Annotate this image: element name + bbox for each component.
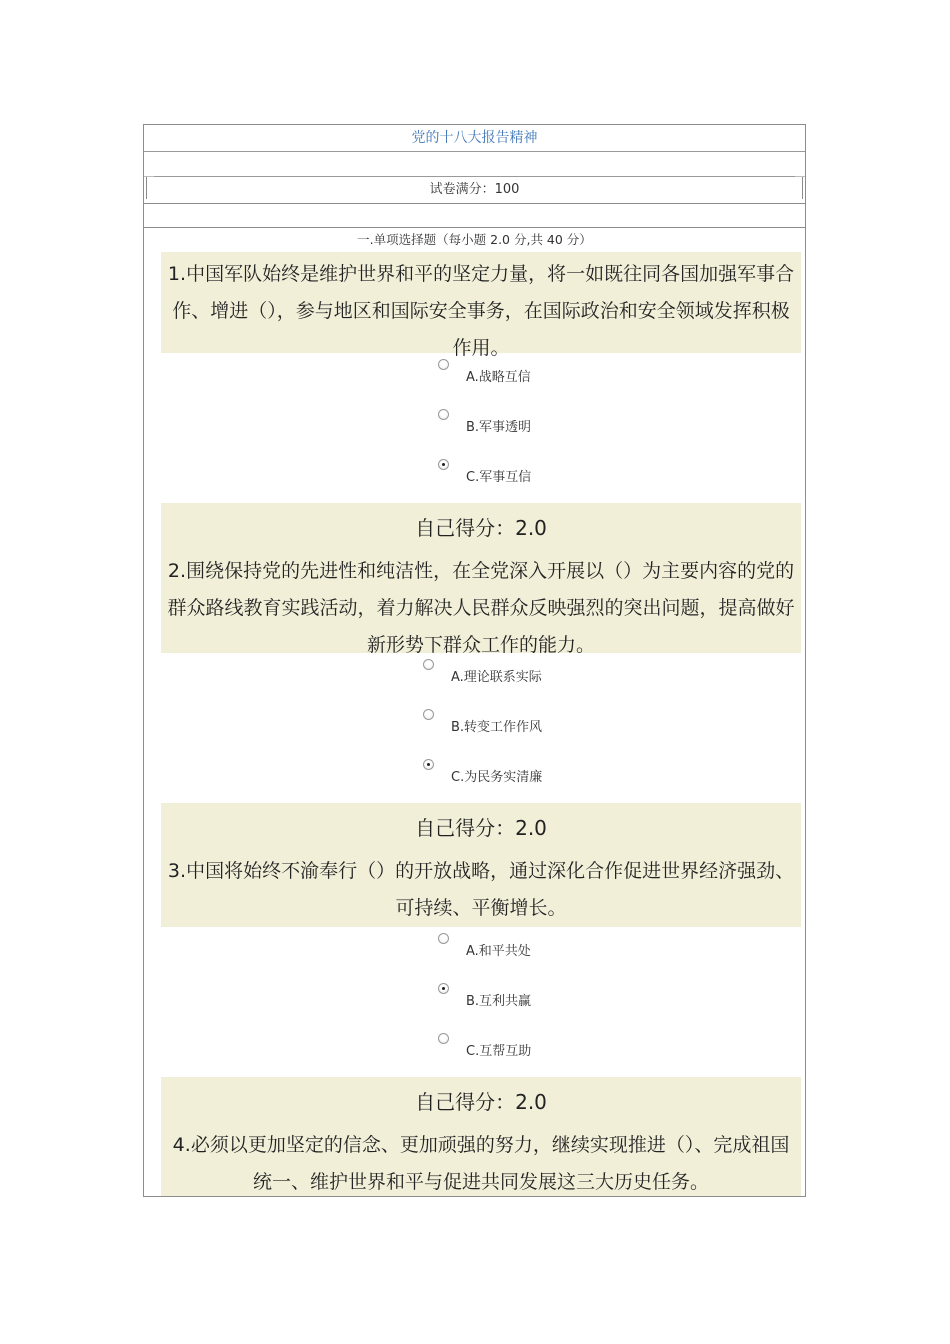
question-3	[161, 853, 801, 927]
option-label: C.互帮互助	[466, 1044, 532, 1059]
radio-button[interactable]	[438, 1033, 449, 1044]
radio-button[interactable]	[438, 359, 449, 370]
blank-row	[144, 152, 805, 177]
option-item[interactable]	[144, 703, 805, 753]
option-label: C.军事互信	[466, 470, 532, 485]
question-2	[161, 553, 801, 656]
score-line: 自己得分：2.0	[161, 503, 801, 553]
divider	[154, 176, 795, 177]
option-item[interactable]	[144, 353, 805, 403]
radio-button[interactable]	[438, 933, 449, 944]
question-text: 中国将始终不渝奉行（）的开放战略，通过深化合作促进世界经济强劲、可持续、平衡增长。	[186, 860, 795, 919]
section-heading: 一.单项选择题（每小题 2.0 分,共 40 分）	[357, 232, 592, 247]
question-text: 中国军队始终是维护世界和平的坚定力量，将一如既往同各国加强军事合作、增进（），参与地区和国际安全事务，在国际政治和安全领域发挥积极作用。	[172, 263, 795, 359]
option-item[interactable]	[144, 1027, 805, 1077]
option-item[interactable]	[144, 977, 805, 1027]
radio-button-selected[interactable]	[438, 983, 449, 994]
option-label: A.理论联系实际	[451, 670, 542, 685]
option-item[interactable]	[144, 753, 805, 803]
options-2	[144, 653, 805, 803]
question-number: 1.	[167, 263, 187, 285]
full-score-text: 试卷满分：100	[429, 182, 520, 197]
option-label: B.转变工作作风	[451, 720, 543, 735]
radio-button-selected[interactable]	[438, 459, 449, 470]
score-line: 自己得分：2.0	[161, 803, 801, 853]
question-text: 必须以更加坚定的信念、更加顽强的努力，继续实现推进（）、完成祖国统一、维护世界和平与促进共同发展这三大历史任务。	[190, 1134, 790, 1193]
option-label: B.互利共赢	[466, 994, 532, 1009]
question-number: 2.	[167, 560, 187, 582]
option-label: A.战略互信	[466, 370, 531, 385]
question-number: 4.	[172, 1134, 191, 1156]
option-item[interactable]	[144, 927, 805, 977]
question-4	[161, 1127, 801, 1197]
blank-row	[144, 204, 805, 228]
radio-button[interactable]	[423, 709, 434, 720]
options-3	[144, 927, 805, 1077]
radio-button-selected[interactable]	[423, 759, 434, 770]
divider	[802, 177, 803, 199]
paper-title: 党的十八大报告精神	[144, 125, 805, 152]
radio-button[interactable]	[423, 659, 434, 670]
option-item[interactable]	[144, 453, 805, 503]
option-label: A.和平共处	[466, 944, 531, 959]
full-score-row	[144, 177, 805, 204]
option-label: B.军事透明	[466, 420, 532, 435]
question-text: 围绕保持党的先进性和纯洁性，在全党深入开展以（）为主要内容的党的群众路线教育实践活动，着力解决人民群众反映强烈的突出问题，提高做好新形势下群众工作的能力。	[167, 560, 795, 656]
question-1	[161, 252, 801, 359]
divider	[146, 177, 147, 199]
radio-button[interactable]	[438, 409, 449, 420]
options-1	[144, 353, 805, 503]
question-number: 3.	[167, 860, 187, 882]
exam-paper-frame	[143, 124, 806, 1197]
option-label: C.为民务实清廉	[451, 770, 543, 785]
option-item[interactable]	[144, 653, 805, 703]
option-item[interactable]	[144, 403, 805, 453]
score-line: 自己得分：2.0	[161, 1077, 801, 1127]
